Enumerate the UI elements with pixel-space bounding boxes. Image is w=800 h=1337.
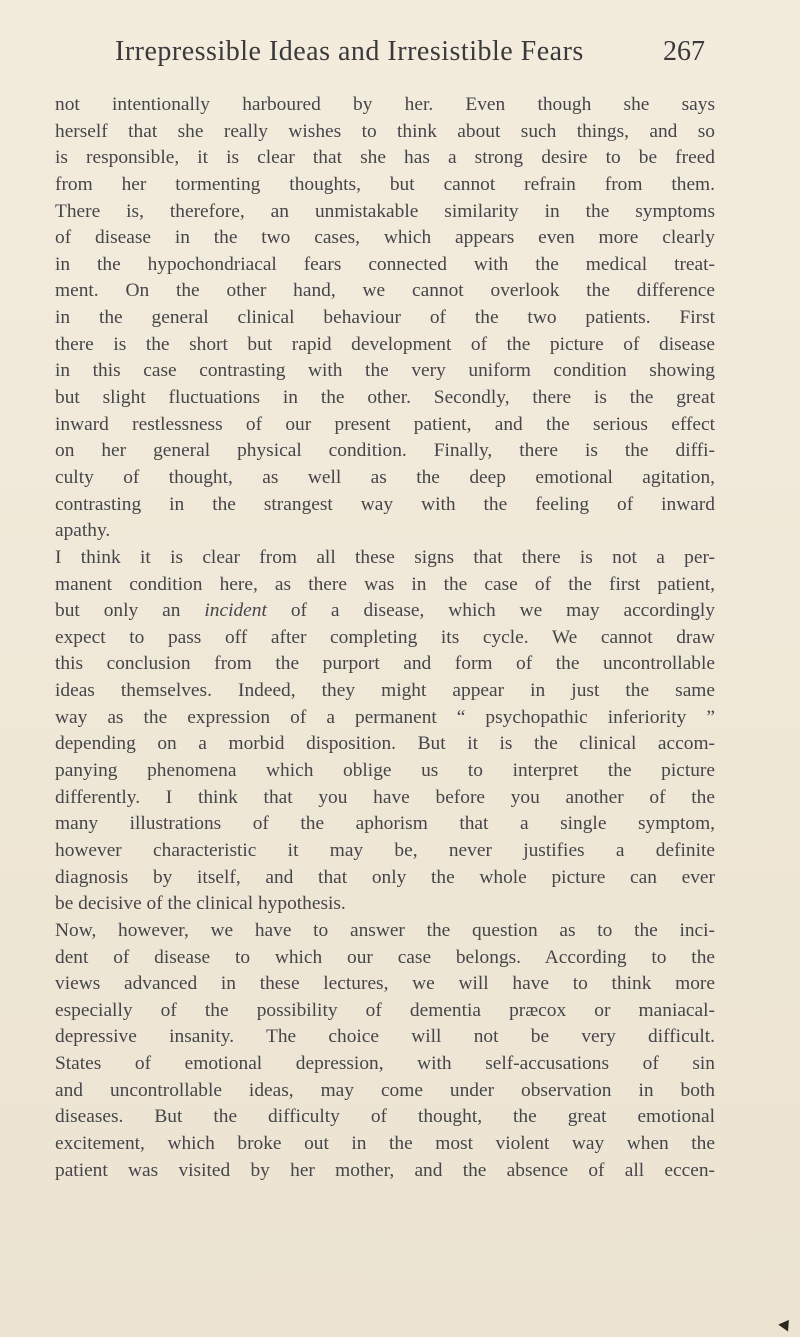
text-line: dent of disease to which our case belongs. According to the xyxy=(55,946,715,968)
text-line: diseases. But the difficulty of thought, the great emotional xyxy=(55,1106,715,1128)
running-title: Irrepressible Ideas and Irresistible Fears xyxy=(115,36,584,67)
text-line: and uncontrollable ideas, may come under observation in both xyxy=(55,1079,715,1101)
text-line: but slight fluctuations in the other. Secondly, there is the great xyxy=(55,387,715,409)
text-line: especially of the possibility of dementia præcox or maniacal- xyxy=(55,999,715,1021)
paragraph-end-line: be decisive of the clinical hypothesis. xyxy=(55,893,346,915)
text-line: States of emotional depression, with self-accusations of sin xyxy=(55,1053,715,1075)
body-text xyxy=(55,92,715,1184)
text-line: panying phenomena which oblige us to interpret the picture xyxy=(55,760,715,782)
text-line: many illustrations of the aphorism that a single symptom, xyxy=(55,813,715,835)
text-line: from her tormenting thoughts, but cannot refrain from them. xyxy=(55,173,715,195)
text-fragment: but only an xyxy=(55,600,181,622)
text-line: is responsible, it is clear that she has a strong desire to be freed xyxy=(55,147,715,169)
text-line: however characteristic it may be, never justifies a definite xyxy=(55,839,715,861)
text-line: way as the expression of a permanent “ psychopathic inferiority ” xyxy=(55,706,715,728)
text-line: diagnosis by itself, and that only the whole picture can ever xyxy=(55,866,715,888)
text-line: excitement, which broke out in the most violent way when the xyxy=(55,1132,715,1154)
text-line: of disease in the two cases, which appears even more clearly xyxy=(55,227,715,249)
text-line: in the general clinical behaviour of the two patients. First xyxy=(55,307,715,329)
text-line: this conclusion from the purport and form of the uncontrollable xyxy=(55,653,715,675)
text-line: ment. On the other hand, we cannot overlook the difference xyxy=(55,280,715,302)
running-head xyxy=(115,36,705,76)
text-line: depending on a morbid disposition. But it is the clinical accom- xyxy=(55,733,715,755)
text-line: culty of thought, as well as the deep emotional agitation, xyxy=(55,466,715,488)
text-line: in this case contrasting with the very uniform condition showing xyxy=(55,360,715,382)
text-line: there is the short but rapid development of the picture of disease xyxy=(55,333,715,355)
page-number: 267 xyxy=(663,36,705,67)
text-line: contrasting in the strangest way with the feeling of inward xyxy=(55,493,715,515)
text-fragment: of a disease, which we may accordingly xyxy=(290,600,715,622)
text-line: inward restlessness of our present patient, and the serious effect xyxy=(55,413,715,435)
paragraph-end-line: apathy. xyxy=(55,520,111,542)
text-line-with-emphasis xyxy=(55,598,715,625)
text-line: ideas themselves. Indeed, they might appear in just the same xyxy=(55,680,715,702)
text-line: Now, however, we have to answer the question as to the inci- xyxy=(55,919,715,941)
text-line: on her general physical condition. Finally, there is the diffi- xyxy=(55,440,715,462)
text-line: in the hypochondriacal fears connected with the medical treat- xyxy=(55,253,715,275)
corner-mark-icon xyxy=(778,1316,794,1331)
text-line: views advanced in these lectures, we will have to think more xyxy=(55,973,715,995)
text-line: patient was visited by her mother, and the absence of all eccen- xyxy=(55,1159,715,1181)
text-line: not intentionally harboured by her. Even though she says xyxy=(55,94,715,115)
text-line: I think it is clear from all these signs that there is not a per- xyxy=(55,546,715,568)
text-line: expect to pass off after completing its cycle. We cannot draw xyxy=(55,626,715,648)
text-line: herself that she really wishes to think about such things, and so xyxy=(55,120,715,142)
text-line: There is, therefore, an unmistakable similarity in the symptoms xyxy=(55,200,715,222)
text-line: manent condition here, as there was in the case of the first patient, xyxy=(55,573,715,595)
emphasis-word: incident xyxy=(204,600,267,622)
text-line: differently. I think that you have before you another of the xyxy=(55,786,715,808)
text-line: depressive insanity. The choice will not be very difficult. xyxy=(55,1026,715,1048)
